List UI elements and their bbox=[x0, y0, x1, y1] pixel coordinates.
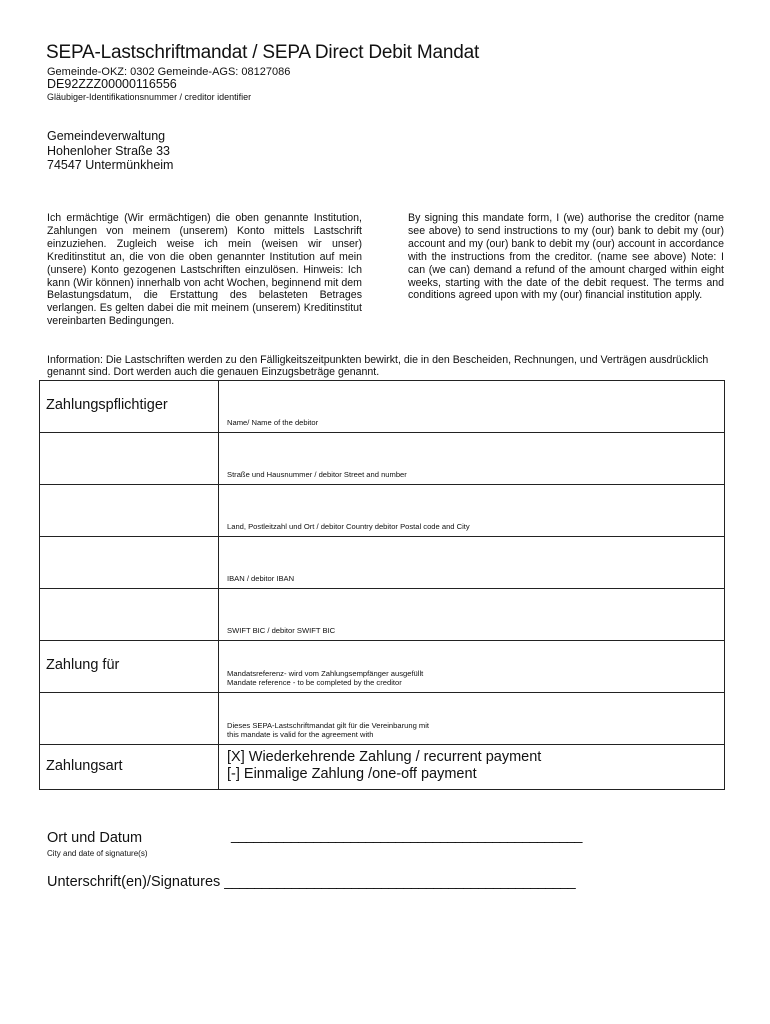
debtor-iban-caption: IBAN / debitor IBAN bbox=[227, 574, 295, 583]
mandate-reference-caption bbox=[227, 669, 423, 687]
recurrent-payment-option[interactable]: [X] Wiederkehrende Zahlung / recurrent payment bbox=[227, 749, 542, 765]
place-date-sublabel: City and date of signature(s) bbox=[47, 849, 148, 858]
document-title: SEPA-Lastschriftmandat / SEPA Direct Debit Mandat bbox=[46, 42, 480, 63]
one-off-payment-option[interactable]: [-] Einmalige Zahlung /one-off payment bbox=[227, 766, 477, 782]
agreement-caption-de: Dieses SEPA-Lastschriftmandat gilt für die Vereinbarung mit bbox=[227, 721, 430, 730]
debtor-iban-field[interactable] bbox=[219, 537, 725, 589]
empty-label-cell bbox=[40, 433, 219, 485]
debtor-bic-caption: SWIFT BIC / debitor SWIFT BIC bbox=[227, 626, 336, 635]
empty-label-cell bbox=[40, 589, 219, 641]
mandate-text-english: By signing this mandate form, I (we) authorise the creditor (name see above) to send instructions to my (our) bank to debit my (our) account and my (our) bank to debit my (our) account in accordance with the instructions from the creditor. (name see above) Note: I can (we can) demand a refund of the amount charged within eight weeks, starting with the date of the debit request. The terms and conditions agreed upon with my (our) financial institution apply. bbox=[408, 212, 724, 302]
mandate-reference-field[interactable] bbox=[219, 641, 725, 693]
agreement-field[interactable] bbox=[219, 693, 725, 745]
creditor-address-line3: 74547 Untermünkheim bbox=[47, 158, 174, 172]
agreement-caption bbox=[227, 721, 429, 739]
debtor-bic-field[interactable] bbox=[219, 589, 725, 641]
creditor-identifier-label: Gläubiger-Identifikationsnummer / creditor identifier bbox=[47, 92, 252, 102]
debtor-section-cell bbox=[40, 381, 219, 433]
mandate-text-german: Ich ermächtige (Wir ermächtigen) die oben genannte Institution, Zahlungen von meinem (unserem) Konto mittels Lastschrift einzuziehen. Zugleich weise ich mein (weisen wir unser) Kreditinstitut an, die von die oben genannter Institution auf mein (unsere) Konto gezogenen Lastschriften einzulösen. Hinweis: Ich kann (Wir können) innerhalb von acht Wochen, beginnend mit dem Belastungsdatum, die Erstattung des belasteten Betrages verlangen. Es gelten dabei die mit meinem (unserem) Kreditinstitut vereinbarten Bedingungen. bbox=[47, 212, 362, 328]
signatures-line[interactable]: _______________________________________________ bbox=[224, 874, 576, 890]
place-date-label: Ort und Datum bbox=[47, 830, 143, 846]
debtor-form-table bbox=[39, 380, 725, 790]
debtor-street-field[interactable] bbox=[219, 433, 725, 485]
payment-type-cell bbox=[40, 745, 219, 790]
payment-type-options bbox=[219, 745, 725, 790]
payment-section-label: Zahlung für bbox=[46, 657, 120, 673]
debtor-city-caption: Land, Postleitzahl und Ort / debitor Country debitor Postal code and City bbox=[227, 522, 470, 531]
payment-section-cell bbox=[40, 641, 219, 693]
debtor-street-caption: Straße und Hausnummer / debitor Street and number bbox=[227, 470, 407, 479]
mandate-reference-caption-de: Mandatsreferenz- wird vom Zahlungsempfänger ausgefüllt bbox=[227, 669, 424, 678]
signatures-row bbox=[47, 874, 575, 890]
signatures-label: Unterschrift(en)/Signatures bbox=[47, 874, 221, 890]
debtor-name-caption: Name/ Name of the debitor bbox=[227, 418, 319, 427]
payment-type-label: Zahlungsart bbox=[46, 758, 123, 774]
creditor-address-line1: Gemeindeverwaltung bbox=[47, 129, 166, 143]
creditor-identifier: DE92ZZZ00000116556 bbox=[47, 77, 177, 91]
empty-label-cell bbox=[40, 693, 219, 745]
debtor-name-field[interactable] bbox=[219, 381, 725, 433]
creditor-address bbox=[47, 129, 173, 173]
empty-label-cell bbox=[40, 537, 219, 589]
creditor-address-line2: Hohenloher Straße 33 bbox=[47, 143, 170, 158]
debtor-city-field[interactable] bbox=[219, 485, 725, 537]
mandate-reference-caption-en: Mandate reference - to be completed by the creditor bbox=[227, 678, 402, 687]
information-note: Information: Die Lastschriften werden zu den Fälligkeitszeitpunkten bewirkt, die in den Bescheiden, Rechnungen, und Verträgen ausdrücklich genannt sind. Dort werden auch die genauen Einzugsbeträge genannt. bbox=[47, 354, 709, 379]
agreement-caption-en: this mandate is valid for the agreement with bbox=[227, 730, 374, 739]
empty-label-cell bbox=[40, 485, 219, 537]
municipality-codes: Gemeinde-OKZ: 0302 Gemeinde-AGS: 08127086 bbox=[47, 66, 291, 78]
place-date-line[interactable]: _______________________________________________ bbox=[231, 828, 582, 844]
debtor-section-label: Zahlungspflichtiger bbox=[46, 397, 168, 413]
